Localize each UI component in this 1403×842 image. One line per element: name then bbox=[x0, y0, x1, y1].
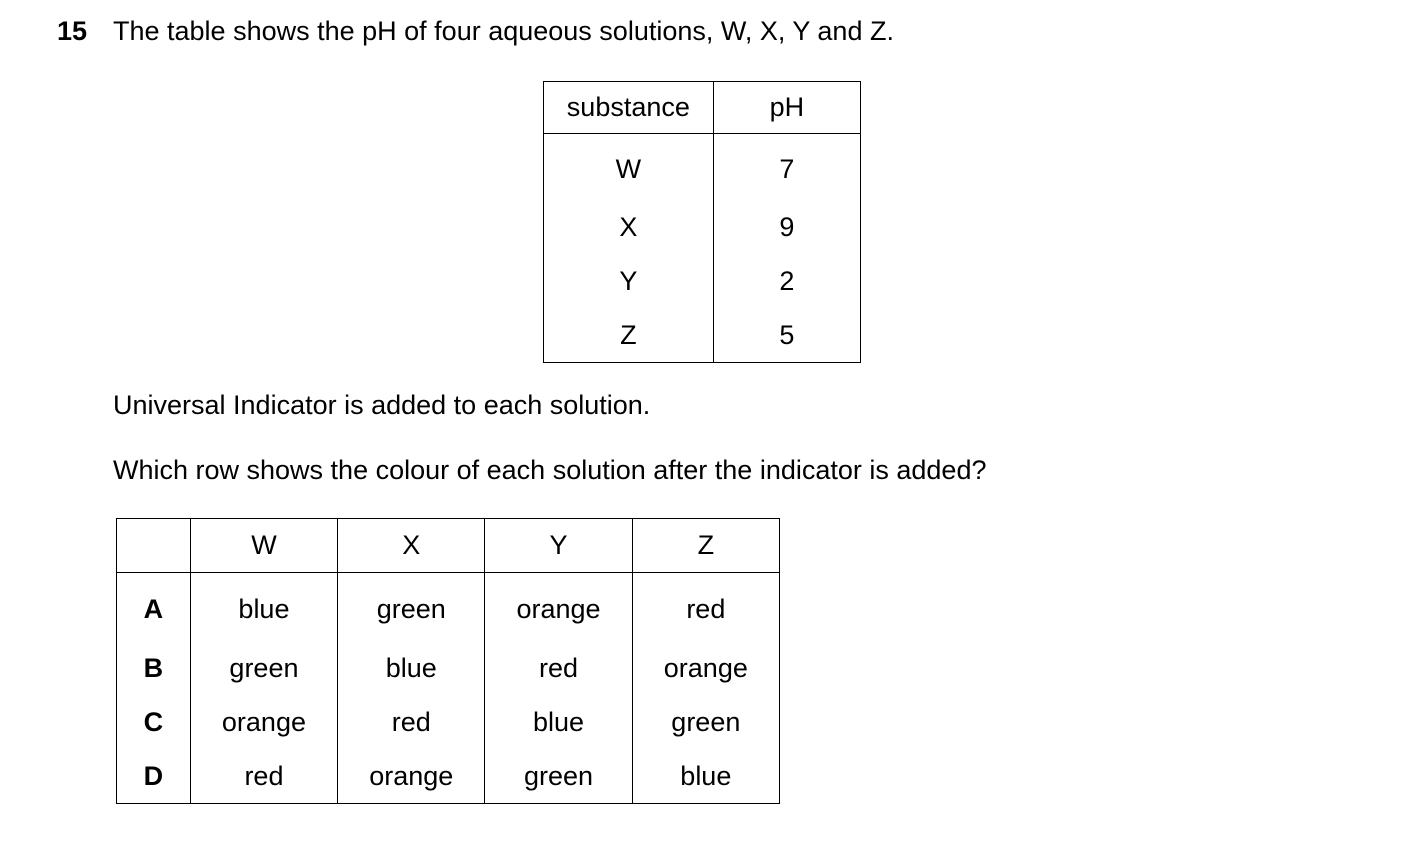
substance-cell: W bbox=[544, 134, 714, 201]
options-header-row bbox=[117, 519, 780, 573]
colour-cell: green bbox=[190, 641, 337, 695]
table-row bbox=[544, 200, 861, 254]
substance-cell: Y bbox=[544, 254, 714, 308]
question-number: 15 bbox=[57, 16, 88, 46]
question-prompt: Which row shows the colour of each solution after the indicator is added? bbox=[113, 455, 987, 485]
colour-cell: blue bbox=[632, 749, 779, 804]
ph-value-cell: 9 bbox=[713, 200, 860, 254]
table-row bbox=[544, 308, 861, 363]
colour-cell: blue bbox=[338, 641, 485, 695]
options-header-z: Z bbox=[632, 519, 779, 573]
colour-cell: blue bbox=[485, 695, 632, 749]
colour-cell: red bbox=[338, 695, 485, 749]
ph-table bbox=[543, 81, 861, 363]
colour-cell: red bbox=[485, 641, 632, 695]
colour-cell: red bbox=[190, 749, 337, 804]
substance-cell: Z bbox=[544, 308, 714, 363]
colour-cell: green bbox=[632, 695, 779, 749]
option-row-c[interactable] bbox=[117, 695, 780, 749]
colour-cell: orange bbox=[485, 573, 632, 642]
ph-table-header-substance: substance bbox=[544, 82, 714, 134]
options-header-y: Y bbox=[485, 519, 632, 573]
ph-value-cell: 5 bbox=[713, 308, 860, 363]
options-table bbox=[116, 518, 780, 804]
colour-cell: red bbox=[632, 573, 779, 642]
ph-table-header-ph: pH bbox=[713, 82, 860, 134]
option-letter[interactable]: B bbox=[117, 641, 191, 695]
colour-cell: blue bbox=[190, 573, 337, 642]
option-letter[interactable]: D bbox=[117, 749, 191, 804]
ph-value-cell: 7 bbox=[713, 134, 860, 201]
option-letter[interactable]: A bbox=[117, 573, 191, 642]
options-header-w: W bbox=[190, 519, 337, 573]
table-row bbox=[544, 134, 861, 201]
option-row-b[interactable] bbox=[117, 641, 780, 695]
option-letter[interactable]: C bbox=[117, 695, 191, 749]
ph-value-cell: 2 bbox=[713, 254, 860, 308]
colour-cell: orange bbox=[338, 749, 485, 804]
options-header-blank bbox=[117, 519, 191, 573]
option-row-d[interactable] bbox=[117, 749, 780, 804]
colour-cell: green bbox=[338, 573, 485, 642]
ph-table-header-row bbox=[544, 82, 861, 134]
colour-cell: orange bbox=[190, 695, 337, 749]
option-row-a[interactable] bbox=[117, 573, 780, 642]
colour-cell: orange bbox=[632, 641, 779, 695]
table-row bbox=[544, 254, 861, 308]
instruction-text: Universal Indicator is added to each solution. bbox=[113, 390, 651, 420]
options-header-x: X bbox=[338, 519, 485, 573]
question-stem: The table shows the pH of four aqueous solutions, W, X, Y and Z. bbox=[113, 16, 894, 46]
colour-cell: green bbox=[485, 749, 632, 804]
substance-cell: X bbox=[544, 200, 714, 254]
